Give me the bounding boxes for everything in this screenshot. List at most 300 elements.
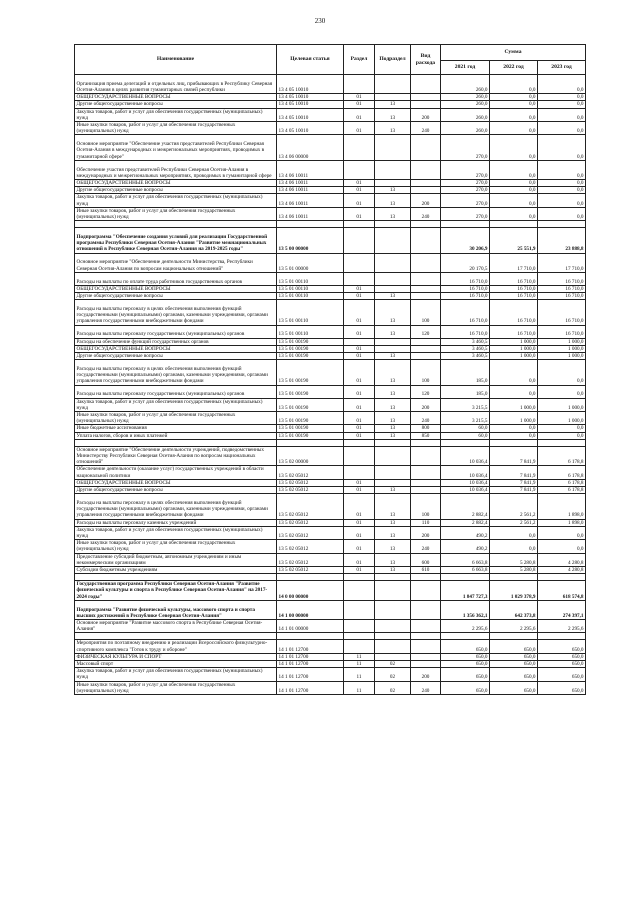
cell-name: Расходы на обеспечение функций государственных органов: [75, 338, 277, 345]
cell-sum-2023: 650,0: [538, 668, 586, 681]
table-row: [75, 292, 586, 299]
cell-section: [344, 75, 375, 94]
cell-target-article: 13 4 06 10011: [277, 187, 344, 194]
spacer-cell: [277, 221, 344, 228]
cell-name: Основное мероприятие "Развитие массового спорта в Республике Северная Осетия-Алания": [75, 620, 277, 633]
cell-target-article: 13 5 01 00110: [277, 272, 344, 285]
cell-sum-2022: 1 000,0: [490, 338, 538, 345]
cell-expense-type: [411, 640, 441, 653]
table-row: [75, 75, 586, 94]
cell-sum-2022: 16 710,0: [490, 300, 538, 325]
cell-name: Расходы на выплаты персоналу в целях обеспечения выполнения функций государственными (муниципальными) органами, казенными учреждениями, органами управления государственными внебюджетными фондами: [75, 494, 277, 519]
spacer-cell: [344, 633, 375, 640]
cell-sum-2023: 1 000,0: [538, 352, 586, 359]
cell-subsection: [375, 75, 411, 94]
cell-sum-2021: 16 710,0: [441, 300, 490, 325]
cell-section: 01: [344, 187, 375, 194]
cell-subsection: 13: [375, 122, 411, 135]
spacer-cell: [411, 633, 441, 640]
cell-sum-2022: 1 029 378,9: [490, 581, 538, 601]
cell-target-article: 14 1 01 12700: [277, 653, 344, 660]
cell-target-article: 13 4 06 10011: [277, 179, 344, 186]
cell-name: Расходы на выплаты персоналу государственных (муниципальных) органов: [75, 385, 277, 398]
spacer-cell: [538, 439, 586, 446]
cell-subsection: [375, 479, 411, 486]
spacer-cell: [277, 439, 344, 446]
cell-expense-type: [411, 479, 441, 486]
cell-sum-2023: 1 000,0: [538, 411, 586, 424]
cell-section: [344, 581, 375, 601]
cell-expense-type: 240: [411, 540, 441, 553]
table-row: [75, 553, 586, 566]
table-row: [75, 325, 586, 338]
cell-sum-2022: 5 280,8: [490, 553, 538, 566]
cell-expense-type: [411, 620, 441, 633]
cell-subsection: 13: [375, 398, 411, 411]
cell-expense-type: 200: [411, 526, 441, 539]
cell-section: [344, 446, 375, 466]
table-row: [75, 567, 586, 574]
cell-name: Основное мероприятие "Обеспечение деятельности учреждений, подведомственных Министерству Республики Северная Осетия-Алания по вопросам национальных отношений": [75, 446, 277, 466]
cell-section: [344, 228, 375, 253]
cell-expense-type: [411, 487, 441, 494]
cell-sum-2022: 0,0: [490, 425, 538, 432]
cell-subsection: [375, 338, 411, 345]
cell-section: [344, 640, 375, 653]
header-name: Наименование: [75, 45, 277, 75]
cell-name: Другие общегосударственные вопросы: [75, 292, 277, 299]
cell-name: Организация приема делегаций и отдельных лиц, прибывающих в Республику Северная Осетия-Алания в целях развития гуманитарных связей республики: [75, 75, 277, 94]
cell-sum-2023: 0,0: [538, 179, 586, 186]
cell-name: ФИЗИЧЕСКАЯ КУЛЬТУРА И СПОРТ: [75, 653, 277, 660]
cell-subsection: 13: [375, 540, 411, 553]
cell-sum-2023: 6 178,8: [538, 479, 586, 486]
cell-expense-type: 120: [411, 325, 441, 338]
spacer-cell: [375, 574, 411, 581]
cell-section: 01: [344, 108, 375, 121]
cell-sum-2021: 490,2: [441, 540, 490, 553]
cell-target-article: 13 5 02 05012: [277, 479, 344, 486]
cell-name: Закупка товаров, работ и услуг для обеспечения государственных (муниципальных) нужд: [75, 668, 277, 681]
table-row: [75, 661, 586, 668]
cell-expense-type: [411, 661, 441, 668]
cell-name: Закупка товаров, работ и услуг для обеспечения государственных (муниципальных) нужд: [75, 194, 277, 207]
cell-target-article: 14 1 01 12700: [277, 668, 344, 681]
table-row: [75, 487, 586, 494]
cell-sum-2021: 30 206,9: [441, 228, 490, 253]
spacer-cell: [375, 439, 411, 446]
cell-sum-2021: 260,0: [441, 122, 490, 135]
cell-section: 01: [344, 352, 375, 359]
table-row: [75, 360, 586, 385]
cell-expense-type: [411, 600, 441, 619]
cell-sum-2022: 0,0: [490, 432, 538, 439]
cell-sum-2022: 2 295,6: [490, 620, 538, 633]
table-row: [75, 272, 586, 285]
spacer-cell: [411, 221, 441, 228]
cell-sum-2021: 2 295,6: [441, 620, 490, 633]
spacer-cell: [538, 574, 586, 581]
cell-expense-type: 110: [411, 519, 441, 526]
cell-subsection: [375, 446, 411, 466]
cell-subsection: 13: [375, 187, 411, 194]
cell-name: Иные закупки товаров, работ и услуг для обеспечения государственных (муниципальных) нужд: [75, 122, 277, 135]
cell-subsection: 13: [375, 432, 411, 439]
cell-expense-type: [411, 75, 441, 94]
cell-section: 11: [344, 681, 375, 694]
cell-section: [344, 466, 375, 479]
cell-sum-2022: 650,0: [490, 653, 538, 660]
cell-name: Обеспечение участия представителей Республики Северная Осетия-Алания в международных и межрегиональных мероприятиях, проводимых в гуманитарной сфере: [75, 160, 277, 179]
cell-subsection: [375, 253, 411, 272]
cell-sum-2023: 2 295,6: [538, 620, 586, 633]
cell-expense-type: [411, 352, 441, 359]
cell-target-article: 13 5 01 00190: [277, 345, 344, 352]
cell-subsection: 02: [375, 668, 411, 681]
cell-subsection: 13: [375, 194, 411, 207]
cell-sum-2022: 650,0: [490, 681, 538, 694]
table-row: [75, 540, 586, 553]
spacer-cell: [344, 221, 375, 228]
cell-name: Другие общегосударственные вопросы: [75, 352, 277, 359]
spacer-cell: [441, 633, 490, 640]
cell-subsection: 13: [375, 385, 411, 398]
table-row: [75, 253, 586, 272]
table-row: [75, 207, 586, 220]
cell-subsection: [375, 466, 411, 479]
cell-name: Обеспечение деятельности (оказание услуг) государственных учреждений в области национальной политики: [75, 466, 277, 479]
cell-name: Другие общегосударственные вопросы: [75, 101, 277, 108]
cell-subsection: 13: [375, 352, 411, 359]
cell-expense-type: 100: [411, 360, 441, 385]
cell-target-article: 13 4 05 10010: [277, 122, 344, 135]
cell-subsection: 13: [375, 567, 411, 574]
cell-section: 01: [344, 494, 375, 519]
cell-section: 01: [344, 432, 375, 439]
cell-sum-2022: 1 000,0: [490, 398, 538, 411]
cell-sum-2021: 650,0: [441, 661, 490, 668]
cell-target-article: 13 5 01 00190: [277, 411, 344, 424]
cell-expense-type: 240: [411, 681, 441, 694]
cell-section: 01: [344, 385, 375, 398]
spacer-cell: [441, 574, 490, 581]
cell-target-article: 14 1 01 12700: [277, 640, 344, 653]
cell-expense-type: 240: [411, 411, 441, 424]
cell-sum-2023: 0,0: [538, 122, 586, 135]
cell-name: Предоставление субсидий бюджетным, автономным учреждениям и иным некоммерческим организациям: [75, 553, 277, 566]
table-row: [75, 479, 586, 486]
table-row: [75, 187, 586, 194]
cell-sum-2023: 650,0: [538, 640, 586, 653]
cell-target-article: 13 5 02 05012: [277, 540, 344, 553]
cell-name: Подпрограмма "Обеспечение создания условий для реализации Государственной программы Республики Северная Осетия-Алания "Развитие межнациональных отношений в Республике Северная Осетия-Алания на 2019-2025 годы": [75, 228, 277, 253]
cell-section: 01: [344, 94, 375, 101]
cell-sum-2022: 16 710,0: [490, 325, 538, 338]
cell-sum-2021: 60,0: [441, 432, 490, 439]
table-row: [75, 94, 586, 101]
cell-sum-2022: 0,0: [490, 94, 538, 101]
table-header: [75, 45, 586, 75]
cell-section: 01: [344, 325, 375, 338]
cell-expense-type: 600: [411, 553, 441, 566]
cell-sum-2021: 185,0: [441, 360, 490, 385]
cell-target-article: 13 4 05 10010: [277, 101, 344, 108]
cell-section: 11: [344, 653, 375, 660]
cell-section: 01: [344, 519, 375, 526]
cell-sum-2023: 1 000,0: [538, 345, 586, 352]
cell-target-article: 13 5 01 00190: [277, 398, 344, 411]
cell-sum-2023: 16 710,0: [538, 285, 586, 292]
table-row: [75, 640, 586, 653]
table-row: [75, 620, 586, 633]
cell-sum-2021: 20 170,5: [441, 253, 490, 272]
cell-name: Расходы на выплаты персоналу государственных (муниципальных) органов: [75, 325, 277, 338]
budget-table: [74, 44, 586, 695]
cell-sum-2021: 185,0: [441, 385, 490, 398]
cell-name: Закупка товаров, работ и услуг для обеспечения государственных (муниципальных) нужд: [75, 526, 277, 539]
table-row: [75, 135, 586, 160]
cell-sum-2022: 642 373,8: [490, 600, 538, 619]
cell-sum-2022: 16 710,0: [490, 285, 538, 292]
cell-sum-2023: 0,0: [538, 540, 586, 553]
spacer-cell: [375, 221, 411, 228]
spacer-cell: [490, 574, 538, 581]
cell-name: Массовый спорт: [75, 661, 277, 668]
cell-name: Расходы на выплаты по оплате труда работников государственных органов: [75, 272, 277, 285]
spacer-cell: [411, 574, 441, 581]
cell-target-article: 13 5 01 00000: [277, 253, 344, 272]
table-row: [75, 285, 586, 292]
cell-expense-type: 200: [411, 194, 441, 207]
cell-name: ОБЩЕГОСУДАРСТВЕННЫЕ ВОПРОСЫ: [75, 345, 277, 352]
table-row: [75, 668, 586, 681]
cell-sum-2023: 16 710,0: [538, 272, 586, 285]
spacer-cell: [277, 574, 344, 581]
cell-name: ОБЩЕГОСУДАРСТВЕННЫЕ ВОПРОСЫ: [75, 179, 277, 186]
cell-target-article: 13 5 01 00190: [277, 360, 344, 385]
cell-sum-2022: 16 710,0: [490, 272, 538, 285]
cell-subsection: [375, 600, 411, 619]
cell-sum-2023: 1 898,0: [538, 519, 586, 526]
cell-sum-2023: 274 397,1: [538, 600, 586, 619]
cell-section: 01: [344, 479, 375, 486]
cell-sum-2021: 16 710,0: [441, 272, 490, 285]
cell-target-article: 13 5 02 05012: [277, 567, 344, 574]
cell-sum-2021: 6 663,8: [441, 553, 490, 566]
spacer-cell: [75, 633, 277, 640]
cell-target-article: 13 5 02 05012: [277, 526, 344, 539]
cell-sum-2021: 270,0: [441, 179, 490, 186]
page-number: 230: [314, 17, 326, 25]
cell-expense-type: [411, 446, 441, 466]
cell-sum-2023: 23 888,8: [538, 228, 586, 253]
cell-sum-2021: 2 882,4: [441, 519, 490, 526]
cell-target-article: 14 1 00 00000: [277, 600, 344, 619]
cell-sum-2022: 650,0: [490, 661, 538, 668]
cell-sum-2021: 16 710,0: [441, 292, 490, 299]
cell-sum-2023: 0,0: [538, 135, 586, 160]
table-row: [75, 122, 586, 135]
cell-expense-type: [411, 94, 441, 101]
header-sum: Сумма: [441, 45, 586, 61]
table-row: [75, 352, 586, 359]
table-row: [75, 446, 586, 466]
cell-section: 01: [344, 425, 375, 432]
cell-sum-2022: 0,0: [490, 194, 538, 207]
cell-sum-2022: 7 841,9: [490, 466, 538, 479]
cell-subsection: 13: [375, 360, 411, 385]
cell-sum-2021: 260,0: [441, 101, 490, 108]
cell-sum-2023: 0,0: [538, 75, 586, 94]
cell-sum-2021: 270,0: [441, 207, 490, 220]
table-row: [75, 179, 586, 186]
cell-target-article: 13 4 06 10011: [277, 194, 344, 207]
cell-sum-2022: 16 710,0: [490, 292, 538, 299]
table-row: [75, 494, 586, 519]
spacer-row: [75, 439, 586, 446]
cell-subsection: 13: [375, 425, 411, 432]
cell-section: [344, 253, 375, 272]
spacer-cell: [538, 633, 586, 640]
cell-target-article: 13 5 02 05012: [277, 466, 344, 479]
cell-sum-2022: 7 841,9: [490, 487, 538, 494]
table-row: [75, 425, 586, 432]
cell-target-article: 14 0 00 00000: [277, 581, 344, 601]
table-body: [75, 75, 586, 695]
cell-name: Государственная программа Республики Северная Осетия-Алания "Развитие физической культуры и спорта в Республике Северная Осетия-Алания" на 2017-2024 годы": [75, 581, 277, 601]
cell-sum-2023: 1 000,0: [538, 398, 586, 411]
cell-sum-2021: 490,2: [441, 526, 490, 539]
cell-target-article: 13 5 00 00000: [277, 228, 344, 253]
cell-section: 11: [344, 661, 375, 668]
cell-expense-type: 200: [411, 668, 441, 681]
cell-subsection: [375, 620, 411, 633]
cell-expense-type: 100: [411, 300, 441, 325]
cell-sum-2021: 3 460,5: [441, 352, 490, 359]
table-row: [75, 345, 586, 352]
header-target-article: Целевая статья: [277, 45, 344, 75]
cell-sum-2023: 0,0: [538, 194, 586, 207]
table-row: [75, 519, 586, 526]
spacer-cell: [490, 439, 538, 446]
cell-sum-2023: 0,0: [538, 425, 586, 432]
table-row: [75, 398, 586, 411]
cell-target-article: 13 5 02 05012: [277, 494, 344, 519]
cell-name: Иные бюджетные ассигнования: [75, 425, 277, 432]
cell-sum-2023: 16 710,0: [538, 292, 586, 299]
cell-subsection: 13: [375, 325, 411, 338]
cell-sum-2021: 3 460,5: [441, 338, 490, 345]
cell-sum-2022: 0,0: [490, 526, 538, 539]
cell-sum-2021: 260,0: [441, 108, 490, 121]
cell-subsection: 13: [375, 526, 411, 539]
cell-sum-2021: 650,0: [441, 653, 490, 660]
cell-sum-2022: 0,0: [490, 540, 538, 553]
cell-section: 11: [344, 668, 375, 681]
cell-subsection: 13: [375, 411, 411, 424]
cell-name: Другие общегосударственные вопросы: [75, 187, 277, 194]
cell-subsection: 13: [375, 553, 411, 566]
cell-name: Расходы на выплаты персоналу в целях обеспечения выполнения функций государственными (муниципальными) органами, казенными учреждениями, органами управления государственными внебюджетными фондами: [75, 360, 277, 385]
cell-section: 01: [344, 101, 375, 108]
cell-expense-type: [411, 292, 441, 299]
cell-sum-2021: 650,0: [441, 668, 490, 681]
cell-expense-type: [411, 285, 441, 292]
cell-sum-2023: 0,0: [538, 94, 586, 101]
cell-name: Основное мероприятие "Обеспечение деятельности Министерства, Республики Северная Осетия-Алания по вопросам национальных отношений": [75, 253, 277, 272]
cell-sum-2021: 270,0: [441, 135, 490, 160]
cell-section: 01: [344, 567, 375, 574]
cell-name: ОБЩЕГОСУДАРСТВЕННЫЕ ВОПРОСЫ: [75, 285, 277, 292]
cell-sum-2021: 10 036,4: [441, 466, 490, 479]
cell-target-article: 13 5 01 00110: [277, 292, 344, 299]
cell-sum-2023: 618 574,8: [538, 581, 586, 601]
cell-name: Расходы на выплаты персоналу в целях обеспечения выполнения функций государственными (муниципальными) органами, казенными учреждениями, органами управления государственными внебюджетными фондами: [75, 300, 277, 325]
table-row: [75, 228, 586, 253]
cell-sum-2022: 17 710,0: [490, 253, 538, 272]
cell-sum-2021: 1 356 362,1: [441, 600, 490, 619]
cell-sum-2022: 0,0: [490, 122, 538, 135]
cell-sum-2021: 270,0: [441, 187, 490, 194]
cell-expense-type: [411, 466, 441, 479]
cell-sum-2021: 16 710,0: [441, 325, 490, 338]
cell-subsection: [375, 228, 411, 253]
cell-expense-type: [411, 179, 441, 186]
cell-section: [344, 620, 375, 633]
cell-target-article: 13 5 01 00190: [277, 338, 344, 345]
cell-sum-2022: 0,0: [490, 360, 538, 385]
cell-sum-2021: 3 460,5: [441, 345, 490, 352]
cell-section: 01: [344, 398, 375, 411]
cell-sum-2021: 3 215,5: [441, 398, 490, 411]
cell-expense-type: 850: [411, 432, 441, 439]
cell-sum-2021: 10 036,4: [441, 479, 490, 486]
table-row: [75, 466, 586, 479]
cell-section: [344, 160, 375, 179]
spacer-cell: [490, 221, 538, 228]
cell-name: Мероприятия по поэтапному внедрению и реализации Всероссийского физкультурно-спортивного комплекса "Готов к труду и обороне": [75, 640, 277, 653]
cell-subsection: [375, 160, 411, 179]
cell-target-article: 13 5 02 05012: [277, 487, 344, 494]
cell-subsection: [375, 94, 411, 101]
cell-sum-2021: 3 215,5: [441, 411, 490, 424]
cell-sum-2021: 270,0: [441, 160, 490, 179]
cell-subsection: [375, 581, 411, 601]
header-subsection: Подраздел: [375, 45, 411, 75]
cell-subsection: [375, 640, 411, 653]
cell-expense-type: 120: [411, 385, 441, 398]
table-row: [75, 160, 586, 179]
cell-target-article: 13 5 02 05012: [277, 519, 344, 526]
header-expense-type: Вид расхода: [411, 45, 441, 75]
cell-sum-2022: 2 561,2: [490, 494, 538, 519]
cell-sum-2022: 5 280,8: [490, 567, 538, 574]
cell-section: 01: [344, 179, 375, 186]
cell-section: 01: [344, 411, 375, 424]
cell-expense-type: 200: [411, 108, 441, 121]
cell-sum-2023: 6 178,8: [538, 466, 586, 479]
cell-name: Подпрограмма "Развитие физической культуры, массового спорта и спорта высших достижений в Республике Северная Осетия-Алания": [75, 600, 277, 619]
cell-subsection: 13: [375, 487, 411, 494]
cell-sum-2021: 10 036,4: [441, 446, 490, 466]
cell-section: 01: [344, 292, 375, 299]
cell-target-article: 13 5 01 00190: [277, 352, 344, 359]
cell-name: ОБЩЕГОСУДАРСТВЕННЫЕ ВОПРОСЫ: [75, 94, 277, 101]
cell-expense-type: [411, 160, 441, 179]
spacer-cell: [277, 633, 344, 640]
cell-target-article: 14 1 01 12700: [277, 681, 344, 694]
cell-sum-2021: 650,0: [441, 681, 490, 694]
